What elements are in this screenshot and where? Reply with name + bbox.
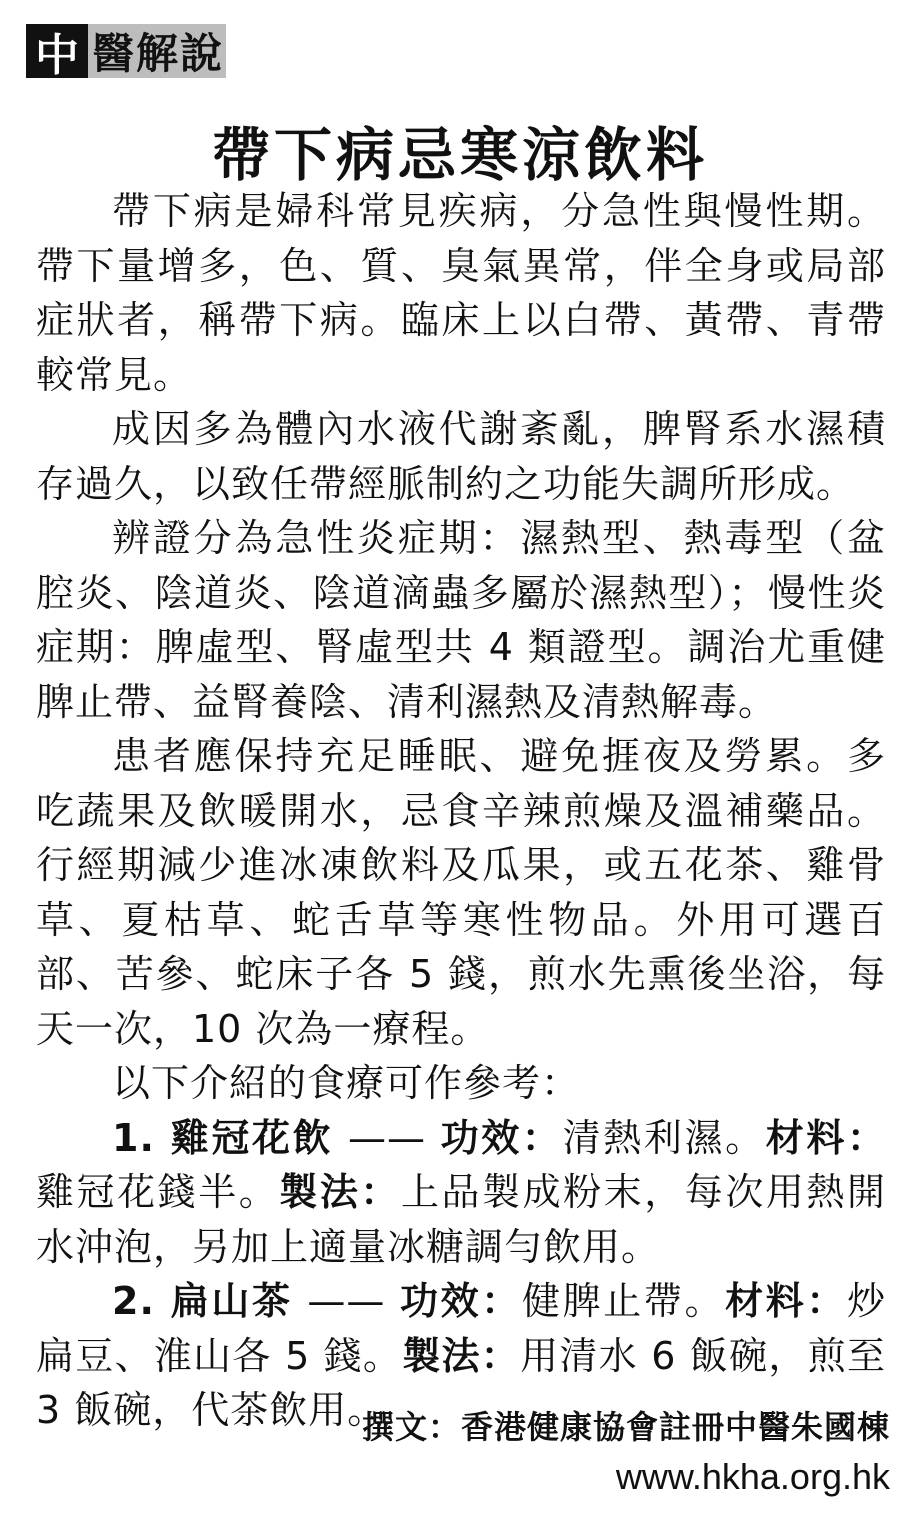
article-body xyxy=(36,184,886,1438)
column-header xyxy=(26,24,226,81)
recipe-2-name: 2. 扁山茶 xyxy=(112,1279,293,1323)
paragraph-5: 以下介紹的食療可作參考： xyxy=(112,1061,581,1105)
article-title: 帶下病忌寒涼飲料 xyxy=(211,121,708,189)
recipe-1 xyxy=(36,1111,886,1275)
recipe-2-method-label: 製法： xyxy=(402,1333,521,1378)
recipe-2-dash: —— xyxy=(292,1279,401,1323)
recipe-1-effect-label: 功效： xyxy=(440,1115,563,1160)
website-url: www.hkha.org.hk xyxy=(615,1456,890,1497)
column-header-text: 醫解說 xyxy=(92,29,225,78)
recipe-2-method: 用清水 6 飯碗，煎至 3 飯碗，代茶飲用。 xyxy=(36,1333,886,1432)
recipe-1-method-label: 製法： xyxy=(279,1170,401,1214)
author-byline: 撰文：香港健康協會註冊中醫朱國棟 xyxy=(361,1408,890,1446)
recipe-2-effect: 健脾止帶。 xyxy=(521,1279,726,1323)
recipe-1-dash: —— xyxy=(333,1115,441,1160)
paragraph-1: 帶下病是婦科常見疾病，分急性與慢性期。帶下量增多，色、質、臭氣異常，伴全身或局部症狀者，稱帶下病。臨床上以白帶、黃帶、青帶較常見。 xyxy=(36,189,886,397)
recipe-2-effect-label: 功效： xyxy=(400,1279,522,1323)
recipe-1-method: 上品製成粉末，每次用熱開水沖泡，另加上適量冰糖調勻飲用。 xyxy=(36,1170,886,1269)
recipe-2-material: 炒扁豆、淮山各 5 錢。 xyxy=(36,1279,886,1378)
paragraph-2: 成因多為體內水液代謝紊亂，脾腎系水濕積存過久，以致任帶經脈制約之功能失調所形成。 xyxy=(36,407,886,506)
paragraph-3: 辨證分為急性炎症期：濕熱型、熱毒型（盆腔炎、陰道炎、陰道滴蟲多屬於濕熱型）；慢性炎症期：脾虛型、腎虛型共 4 類證型。調治尤重健脾止帶、益腎養陰、清利濕熱及清熱解毒。 xyxy=(36,516,886,724)
recipe-2-material-label: 材料： xyxy=(725,1279,847,1323)
column-header-logo: 中 xyxy=(26,24,88,78)
recipe-1-name: 1. 雞冠花飲 xyxy=(112,1115,334,1160)
recipe-1-material: 雞冠花錢半。 xyxy=(36,1170,280,1214)
recipe-1-effect: 清熱利濕。 xyxy=(562,1115,766,1160)
paragraph-4: 患者應保持充足睡眠、避免捱夜及勞累。多吃蔬果及飲暖開水，忌食辛辣煎燥及溫補藥品。行經期減少進冰凍飲料及瓜果，或五花茶、雞骨草、夏枯草、蛇舌草等寒性物品。外用可選百部、苦參、蛇床子各 5 錢，煎水先熏後坐浴，每天一次，10 次為一療程。 xyxy=(36,734,886,1051)
recipe-1-material-label: 材料： xyxy=(765,1115,886,1160)
